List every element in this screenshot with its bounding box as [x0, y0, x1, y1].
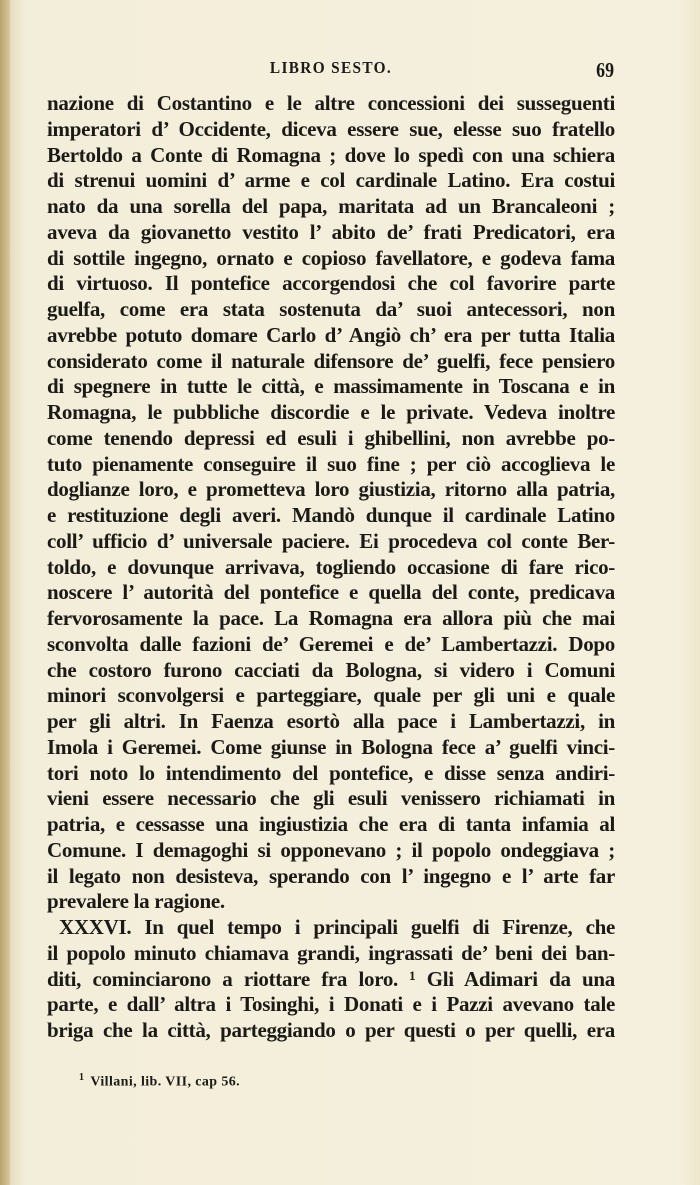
footnote-mark: 1 [79, 1072, 85, 1083]
text-line: vieni essere necessario che gli esuli venissero richiamati in [47, 786, 615, 811]
footnote [79, 1072, 240, 1091]
body-text [47, 91, 615, 1044]
text-line: doglianze loro, e prometteva loro giustizia, ritorno alla patria, [47, 477, 615, 502]
page-binding-edge [0, 0, 10, 1185]
text-line: fervorosamente la pace. La Romagna era allora più che mai [47, 606, 615, 630]
text-line: aveva da giovanetto vestito l’ abito de’ frati Predicatori, era [47, 219, 615, 244]
text-line: briga che la città, parteggiando o per questi o per quelli, era [47, 1018, 615, 1042]
text-line: per gli altri. In Faenza esortò alla pace i Lambertazzi, in [47, 709, 615, 733]
page-number: 69 [596, 58, 614, 82]
text-line: guelfa, come era stata sostenuta da’ suoi antecessori, non [47, 297, 615, 321]
footnote-text: Villani, lib. VII, cap 56. [90, 1074, 241, 1090]
text-line: nazione di Costantino e le altre concessioni dei susseguenti [47, 91, 615, 115]
text-line: tuto pienamente conseguire il suo fine ; per ciò accoglieva le [47, 451, 615, 476]
text-line: tori noto lo intendimento del pontefice, e disse senza andiri- [47, 760, 615, 785]
text-line: come tenendo depressi ed esuli i ghibellini, non avrebbe po- [47, 425, 615, 450]
text-line: sconvolta dalle fazioni de’ Geremei e de’ Lambertazzi. Dopo [47, 631, 615, 656]
text-line: di sottile ingegno, ornato e copioso favellatore, e godeva fama [47, 245, 615, 270]
text-line: che costoro furono cacciati da Bologna, si videro i Comuni [47, 657, 615, 682]
page-header [48, 58, 614, 82]
text-line: patria, e cessasse una ingiustizia che era di tanta infamia al [47, 812, 615, 836]
text-line: di spegnere in tutte le città, e massimamente in Toscana e in [47, 374, 615, 399]
text-line: minori sconvolgersi e parteggiare, quale per gli uni e quale [47, 683, 615, 708]
text-line: il popolo minuto chiamava grandi, ingrassati de’ beni dei ban- [47, 940, 615, 965]
text-line: Romagna, le pubbliche discordie e le private. Vedeva inoltre [47, 400, 615, 424]
text-line: imperatori d’ Occidente, diceva essere sue, elesse suo fratello [47, 116, 615, 141]
text-line: prevalere la ragione. [47, 889, 225, 914]
text-line: toldo, e dovunque arrivava, togliendo occasione di fare rico- [47, 554, 615, 579]
text-line: Imola i Geremei. Come giunse in Bologna fece a’ guelfi vinci- [47, 734, 615, 759]
text-line: Bertoldo a Conte di Romagna ; dove lo spedì con una schiera [47, 142, 615, 167]
text-line: XXXVI. In quel tempo i principali guelfi di Firenze, che [59, 915, 615, 939]
text-line: Comune. I demagoghi si opponevano ; il popolo ondeggiava ; [47, 837, 615, 862]
text-line: di strenui uomini d’ arme e col cardinale Latino. Era costui [47, 168, 615, 193]
text-line: e restituzione degli averi. Mandò dunque il cardinale Latino [47, 503, 615, 527]
text-line: il legato non desisteva, sperando con l’ ingegno e l’ arte far [47, 863, 615, 888]
text-line: di virtuoso. Il pontefice accorgendosi che col favorire parte [47, 271, 615, 296]
text-line: coll’ ufficio d’ universale paciere. Ei procedeva col conte Ber- [47, 528, 615, 553]
text-line: nato da una sorella del papa, maritata ad un Brancaleoni ; [47, 194, 615, 218]
running-head: LIBRO SESTO. [269, 58, 393, 77]
text-line: noscere l’ autorità del pontefice e quella del conte, predicava [47, 580, 615, 605]
text-line: parte, e dall’ altra i Tosinghi, i Donati e i Pazzi avevano tale [47, 992, 615, 1017]
text-line: considerato come il naturale difensore de’ guelfi, fece pensiero [47, 348, 615, 373]
text-line: avrebbe potuto domare Carlo d’ Angiò ch’ era per tutta Italia [47, 322, 615, 347]
text-line: diti, cominciarono a riottare fra loro. ¹ Gli Adimari da una [47, 966, 615, 991]
